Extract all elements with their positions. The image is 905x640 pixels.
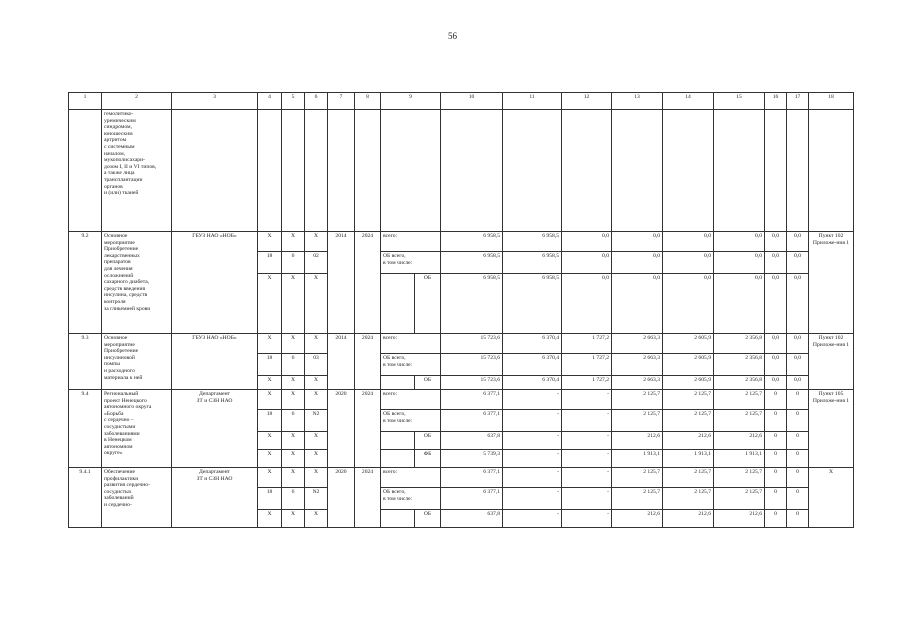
amount-cell: 2 356,8: [714, 334, 765, 354]
item-description: Основное мероприятие Приобретение инсулиновой помпы и расходного материала к ней: [102, 334, 172, 390]
amount-cell: 637,8: [441, 432, 503, 450]
item-description: Региональный проект Ненецкого автономного округа «Борьба с сердечно – сосудистыми заболеваниями в Ненецком автономном округе»: [102, 390, 172, 468]
column-header: 3: [172, 93, 258, 110]
code-cell: Х: [305, 376, 328, 390]
amount-cell: 212,6: [612, 432, 663, 450]
code-cell: 6: [282, 354, 305, 376]
code-cell: Х: [258, 450, 282, 468]
amount-cell: 0: [787, 488, 809, 510]
code-cell: 03: [305, 354, 328, 376]
amount-cell: 2 125,7: [714, 468, 765, 488]
amount-cell: 0: [765, 488, 787, 510]
amount-cell: -: [503, 450, 562, 468]
funding-source: [381, 450, 415, 468]
item-number: 9.4: [69, 390, 102, 468]
column-header: 2: [102, 93, 172, 110]
amount-cell: 6 377,1: [441, 468, 503, 488]
amount-cell: 2 125,7: [612, 468, 663, 488]
amount-cell: 2 663,3: [612, 376, 663, 390]
start-year: 2014: [328, 232, 355, 334]
amount-cell: 0: [765, 432, 787, 450]
amount-cell: 0: [765, 410, 787, 432]
table-cell: [787, 110, 809, 232]
amount-cell: 0: [787, 468, 809, 488]
table-cell: [381, 110, 441, 232]
amount-cell: 0: [787, 410, 809, 432]
table-cell: [441, 110, 503, 232]
amount-cell: 212,6: [714, 510, 765, 528]
table-row: [69, 390, 854, 410]
amount-cell: 0,0: [765, 232, 787, 252]
code-cell: Х: [305, 510, 328, 528]
amount-cell: 0,0: [612, 252, 663, 274]
amount-cell: 0,0: [787, 354, 809, 376]
item-executor: Департамент ЗТ и СЗН НАО: [172, 468, 258, 528]
amount-cell: 0,0: [562, 232, 612, 252]
amount-cell: 1 913,1: [663, 450, 714, 468]
amount-cell: 1 913,1: [612, 450, 663, 468]
code-cell: Х: [258, 232, 282, 252]
column-header: 15: [714, 93, 765, 110]
amount-cell: -: [562, 468, 612, 488]
amount-cell: 6 370,4: [503, 334, 562, 354]
amount-cell: 0,0: [765, 252, 787, 274]
start-year: 2020: [328, 468, 355, 528]
amount-cell: -: [562, 410, 612, 432]
amount-cell: 0,0: [765, 376, 787, 390]
amount-cell: 1 913,1: [714, 450, 765, 468]
amount-cell: 2 663,3: [612, 354, 663, 376]
code-cell: Х: [282, 334, 305, 354]
funding-source: [381, 376, 415, 390]
amount-cell: 6 958,5: [441, 252, 503, 274]
amount-cell: 212,6: [663, 432, 714, 450]
table-cell: [282, 110, 305, 232]
amount-cell: 2 356,8: [714, 354, 765, 376]
amount-cell: 0,0: [787, 274, 809, 334]
code-cell: Х: [258, 274, 282, 334]
amount-cell: 2 356,8: [714, 376, 765, 390]
code-cell: Х: [282, 274, 305, 334]
code-cell: Х: [282, 468, 305, 488]
continuation-row: [69, 110, 854, 232]
amount-cell: 2 125,7: [612, 390, 663, 410]
amount-cell: 637,8: [441, 510, 503, 528]
item-description: Основное мероприятие Приобретение лекарственных препаратов для лечения осложнений сахарного диабета, средств введения инсулина, средств контроля за гликемией крови: [102, 232, 172, 334]
amount-cell: 2 605,9: [663, 376, 714, 390]
amount-cell: 6 958,5: [441, 232, 503, 252]
amount-cell: -: [562, 450, 612, 468]
amount-cell: 0: [765, 468, 787, 488]
amount-cell: -: [562, 488, 612, 510]
column-header: 11: [503, 93, 562, 110]
column-header: 5: [282, 93, 305, 110]
code-cell: 18: [258, 410, 282, 432]
column-header: 16: [765, 93, 787, 110]
amount-cell: 0: [787, 510, 809, 528]
amount-cell: 6 958,5: [503, 252, 562, 274]
amount-cell: 0,0: [562, 274, 612, 334]
funding-subsource: ФБ: [415, 450, 441, 468]
header-row: [69, 93, 854, 110]
column-header: 18: [809, 93, 854, 110]
code-cell: Х: [305, 274, 328, 334]
amount-cell: 6 958,5: [441, 274, 503, 334]
amount-cell: 2 663,3: [612, 334, 663, 354]
amount-cell: 6 958,5: [503, 274, 562, 334]
column-header: 9: [381, 93, 441, 110]
item-number: 9.3: [69, 334, 102, 390]
amount-cell: -: [503, 432, 562, 450]
amount-cell: -: [562, 390, 612, 410]
table-cell: [765, 110, 787, 232]
amount-cell: 0,0: [787, 232, 809, 252]
start-year: 2014: [328, 334, 355, 390]
amount-cell: 0: [765, 390, 787, 410]
column-header: 4: [258, 93, 282, 110]
code-cell: Х: [282, 376, 305, 390]
amount-cell: 212,6: [714, 432, 765, 450]
end-year: 2024: [355, 468, 381, 528]
amount-cell: -: [503, 468, 562, 488]
table-cell: [258, 110, 282, 232]
amount-cell: 0,0: [612, 274, 663, 334]
item-note: Пункт 102 Приложе-ния 1: [809, 334, 854, 390]
code-cell: 6: [282, 488, 305, 510]
amount-cell: 2 125,7: [663, 390, 714, 410]
amount-cell: 2 605,9: [663, 354, 714, 376]
code-cell: Х: [258, 510, 282, 528]
amount-cell: 0: [765, 510, 787, 528]
end-year: 2024: [355, 390, 381, 468]
funding-source: ОБ всего, в том числе:: [381, 488, 441, 510]
amount-cell: 0,0: [714, 252, 765, 274]
amount-cell: -: [562, 510, 612, 528]
item-number: 9.4.1: [69, 468, 102, 528]
amount-cell: 6 370,4: [503, 354, 562, 376]
table-cell: [328, 110, 355, 232]
funding-source: ОБ всего, в том числе:: [381, 252, 441, 274]
funding-subsource: ОБ: [415, 376, 441, 390]
code-cell: 6: [282, 252, 305, 274]
funding-source: всего:: [381, 232, 441, 252]
column-header: 8: [355, 93, 381, 110]
end-year: 2024: [355, 232, 381, 334]
amount-cell: 2 125,7: [714, 410, 765, 432]
funding-subsource: ОБ: [415, 274, 441, 334]
code-cell: Х: [305, 450, 328, 468]
funding-source: [381, 432, 415, 450]
table-cell: [69, 110, 102, 232]
column-header: 14: [663, 93, 714, 110]
amount-cell: 6 377,1: [441, 390, 503, 410]
item-number: 9.2: [69, 232, 102, 334]
amount-cell: 2 125,7: [612, 410, 663, 432]
column-header: 10: [441, 93, 503, 110]
code-cell: N2: [305, 410, 328, 432]
funding-source: [381, 274, 415, 334]
code-cell: Х: [258, 376, 282, 390]
table-cell: [663, 110, 714, 232]
amount-cell: 6 377,1: [441, 488, 503, 510]
column-header: 17: [787, 93, 809, 110]
funding-source: всего:: [381, 468, 441, 488]
item-executor: Департамент ЗТ и СЗН НАО: [172, 390, 258, 468]
column-header: 1: [69, 93, 102, 110]
amount-cell: 1 727,2: [562, 354, 612, 376]
code-cell: Х: [305, 432, 328, 450]
amount-cell: 15 723,6: [441, 376, 503, 390]
funding-subsource: ОБ: [415, 432, 441, 450]
table-row: [69, 468, 854, 488]
amount-cell: 0,0: [787, 334, 809, 354]
amount-cell: 2 125,7: [714, 488, 765, 510]
table-cell: [305, 110, 328, 232]
table-cell: [809, 110, 854, 232]
amount-cell: 0,0: [787, 376, 809, 390]
amount-cell: 0,0: [787, 252, 809, 274]
amount-cell: 212,6: [663, 510, 714, 528]
column-header: 13: [612, 93, 663, 110]
table-row: [69, 232, 854, 252]
amount-cell: 6 958,5: [503, 232, 562, 252]
item-description: Обеспечение профилактики развития сердечно- сосудистых заболеваний и сердечно-: [102, 468, 172, 528]
amount-cell: -: [503, 410, 562, 432]
amount-cell: 0,0: [562, 252, 612, 274]
item-note: Х: [809, 468, 854, 528]
funding-subsource: ОБ: [415, 510, 441, 528]
amount-cell: 1 727,2: [562, 334, 612, 354]
column-header: 6: [305, 93, 328, 110]
code-cell: Х: [305, 390, 328, 410]
code-cell: Х: [282, 232, 305, 252]
code-cell: 18: [258, 488, 282, 510]
amount-cell: 0: [787, 432, 809, 450]
funding-source: [381, 510, 415, 528]
table-cell: [562, 110, 612, 232]
continuation-text: гемолитико- уремическим синдромом, юношеским артритом с системным началом, мукополисахари- дозом I, II и VI типов, а также лица трансплантации органов и (или) тканей: [102, 110, 172, 232]
code-cell: Х: [282, 450, 305, 468]
amount-cell: 0,0: [612, 232, 663, 252]
item-executor: ГБУЗ НАО «НОБ»: [172, 232, 258, 334]
amount-cell: 0,0: [765, 334, 787, 354]
amount-cell: 0,0: [714, 232, 765, 252]
amount-cell: 2 125,7: [663, 488, 714, 510]
amount-cell: 0,0: [663, 232, 714, 252]
column-header: 7: [328, 93, 355, 110]
amount-cell: 15 723,6: [441, 334, 503, 354]
amount-cell: -: [562, 432, 612, 450]
amount-cell: 2 125,7: [714, 390, 765, 410]
end-year: 2024: [355, 334, 381, 390]
code-cell: Х: [305, 232, 328, 252]
amount-cell: 1 727,2: [562, 376, 612, 390]
item-note: Пункт 102 Приложе-ния 1: [809, 232, 854, 334]
budget-table: [68, 92, 854, 528]
amount-cell: 2 125,7: [663, 468, 714, 488]
amount-cell: 5 739,3: [441, 450, 503, 468]
amount-cell: 0,0: [663, 274, 714, 334]
table-row: [69, 334, 854, 354]
amount-cell: 2 125,7: [612, 488, 663, 510]
table-cell: [612, 110, 663, 232]
page-number: 56: [448, 31, 457, 41]
amount-cell: 2 605,9: [663, 334, 714, 354]
code-cell: Х: [282, 432, 305, 450]
code-cell: 18: [258, 252, 282, 274]
amount-cell: 0: [765, 450, 787, 468]
funding-source: всего:: [381, 390, 441, 410]
code-cell: 6: [282, 410, 305, 432]
amount-cell: 0,0: [765, 274, 787, 334]
item-note: Пункт 105 Приложе-ния 1: [809, 390, 854, 468]
item-executor: ГБУЗ НАО «НОБ»: [172, 334, 258, 390]
code-cell: Х: [258, 432, 282, 450]
code-cell: 18: [258, 354, 282, 376]
amount-cell: -: [503, 488, 562, 510]
code-cell: Х: [258, 390, 282, 410]
amount-cell: -: [503, 510, 562, 528]
amount-cell: -: [503, 390, 562, 410]
amount-cell: 0,0: [714, 274, 765, 334]
code-cell: Х: [305, 334, 328, 354]
amount-cell: 0,0: [765, 354, 787, 376]
column-header: 12: [562, 93, 612, 110]
amount-cell: 0: [787, 450, 809, 468]
start-year: 2020: [328, 390, 355, 468]
table-cell: [714, 110, 765, 232]
amount-cell: 15 723,6: [441, 354, 503, 376]
code-cell: 02: [305, 252, 328, 274]
amount-cell: 2 125,7: [663, 410, 714, 432]
amount-cell: 212,6: [612, 510, 663, 528]
amount-cell: 6 377,1: [441, 410, 503, 432]
amount-cell: 0,0: [663, 252, 714, 274]
funding-source: всего:: [381, 334, 441, 354]
code-cell: N2: [305, 488, 328, 510]
code-cell: Х: [258, 468, 282, 488]
funding-source: ОБ всего, в том числе:: [381, 410, 441, 432]
code-cell: Х: [305, 468, 328, 488]
table-cell: [355, 110, 381, 232]
code-cell: Х: [258, 334, 282, 354]
amount-cell: 0: [787, 390, 809, 410]
table-cell: [503, 110, 562, 232]
table-cell: [172, 110, 258, 232]
code-cell: Х: [282, 390, 305, 410]
funding-source: ОБ всего, в том числе:: [381, 354, 441, 376]
code-cell: Х: [282, 510, 305, 528]
amount-cell: 6 370,4: [503, 376, 562, 390]
